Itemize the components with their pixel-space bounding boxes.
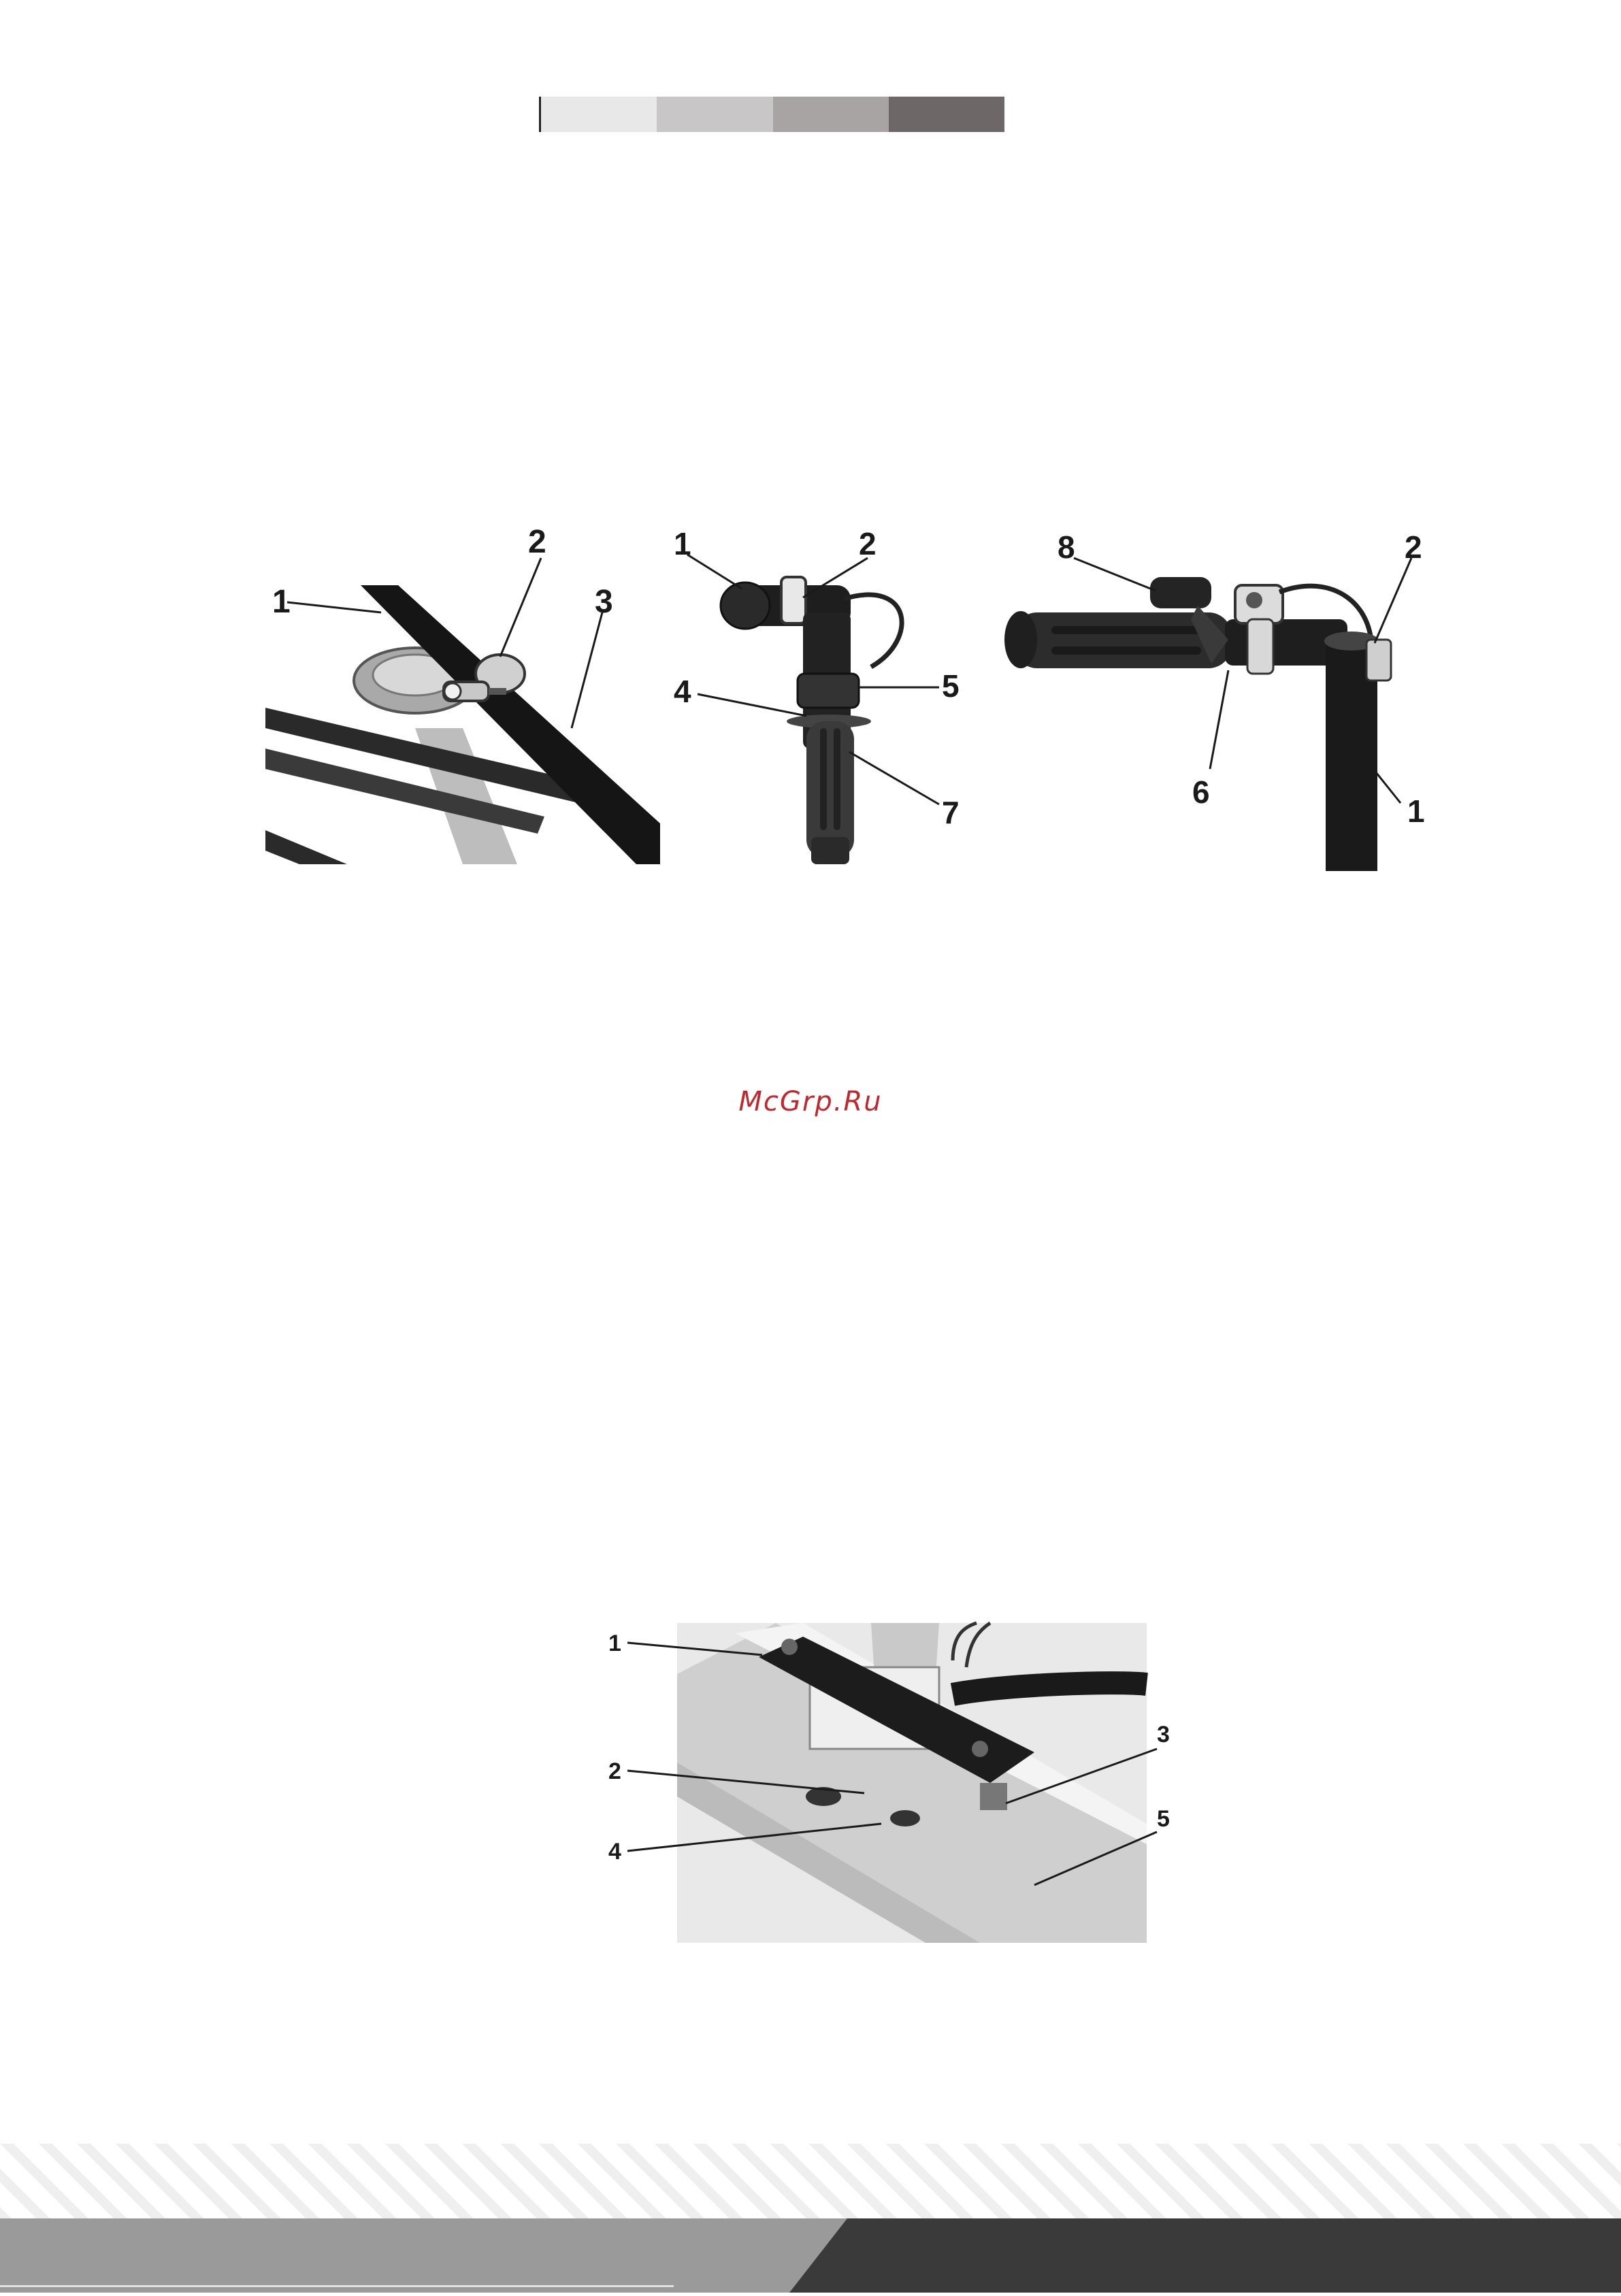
color-calibration-bar	[539, 97, 1004, 132]
callout-2: 2	[528, 524, 546, 560]
swatch-3	[773, 97, 889, 132]
callout-8: 8	[1058, 529, 1075, 565]
swatch-1	[539, 97, 657, 132]
callout-5: 5	[942, 668, 960, 704]
swatch-4	[889, 97, 1004, 132]
footer-decoration	[0, 2144, 1621, 2293]
swatch-2	[657, 97, 772, 132]
figure-frame-clamp	[259, 524, 667, 864]
callout-1: 1	[1407, 793, 1425, 829]
figure-handlebar-lever	[994, 517, 1443, 871]
callout-1: 1	[272, 584, 291, 620]
callout-2: 2	[859, 526, 877, 561]
callout-7: 7	[942, 795, 960, 830]
figure-handle-grip	[667, 524, 994, 871]
callout-1: 1	[608, 1630, 621, 1656]
callout-3: 3	[1157, 1722, 1170, 1748]
figure-screed-mount	[599, 1620, 1170, 1946]
callout-6: 6	[1192, 774, 1210, 810]
callout-4: 4	[608, 1839, 621, 1865]
callout-1: 1	[674, 526, 691, 561]
callout-5: 5	[1157, 1806, 1170, 1832]
callout-2: 2	[608, 1758, 621, 1784]
callout-4: 4	[674, 674, 691, 709]
watermark-text: McGrp.Ru	[738, 1086, 883, 1117]
callout-2: 2	[1405, 529, 1422, 565]
callout-3: 3	[595, 584, 613, 620]
